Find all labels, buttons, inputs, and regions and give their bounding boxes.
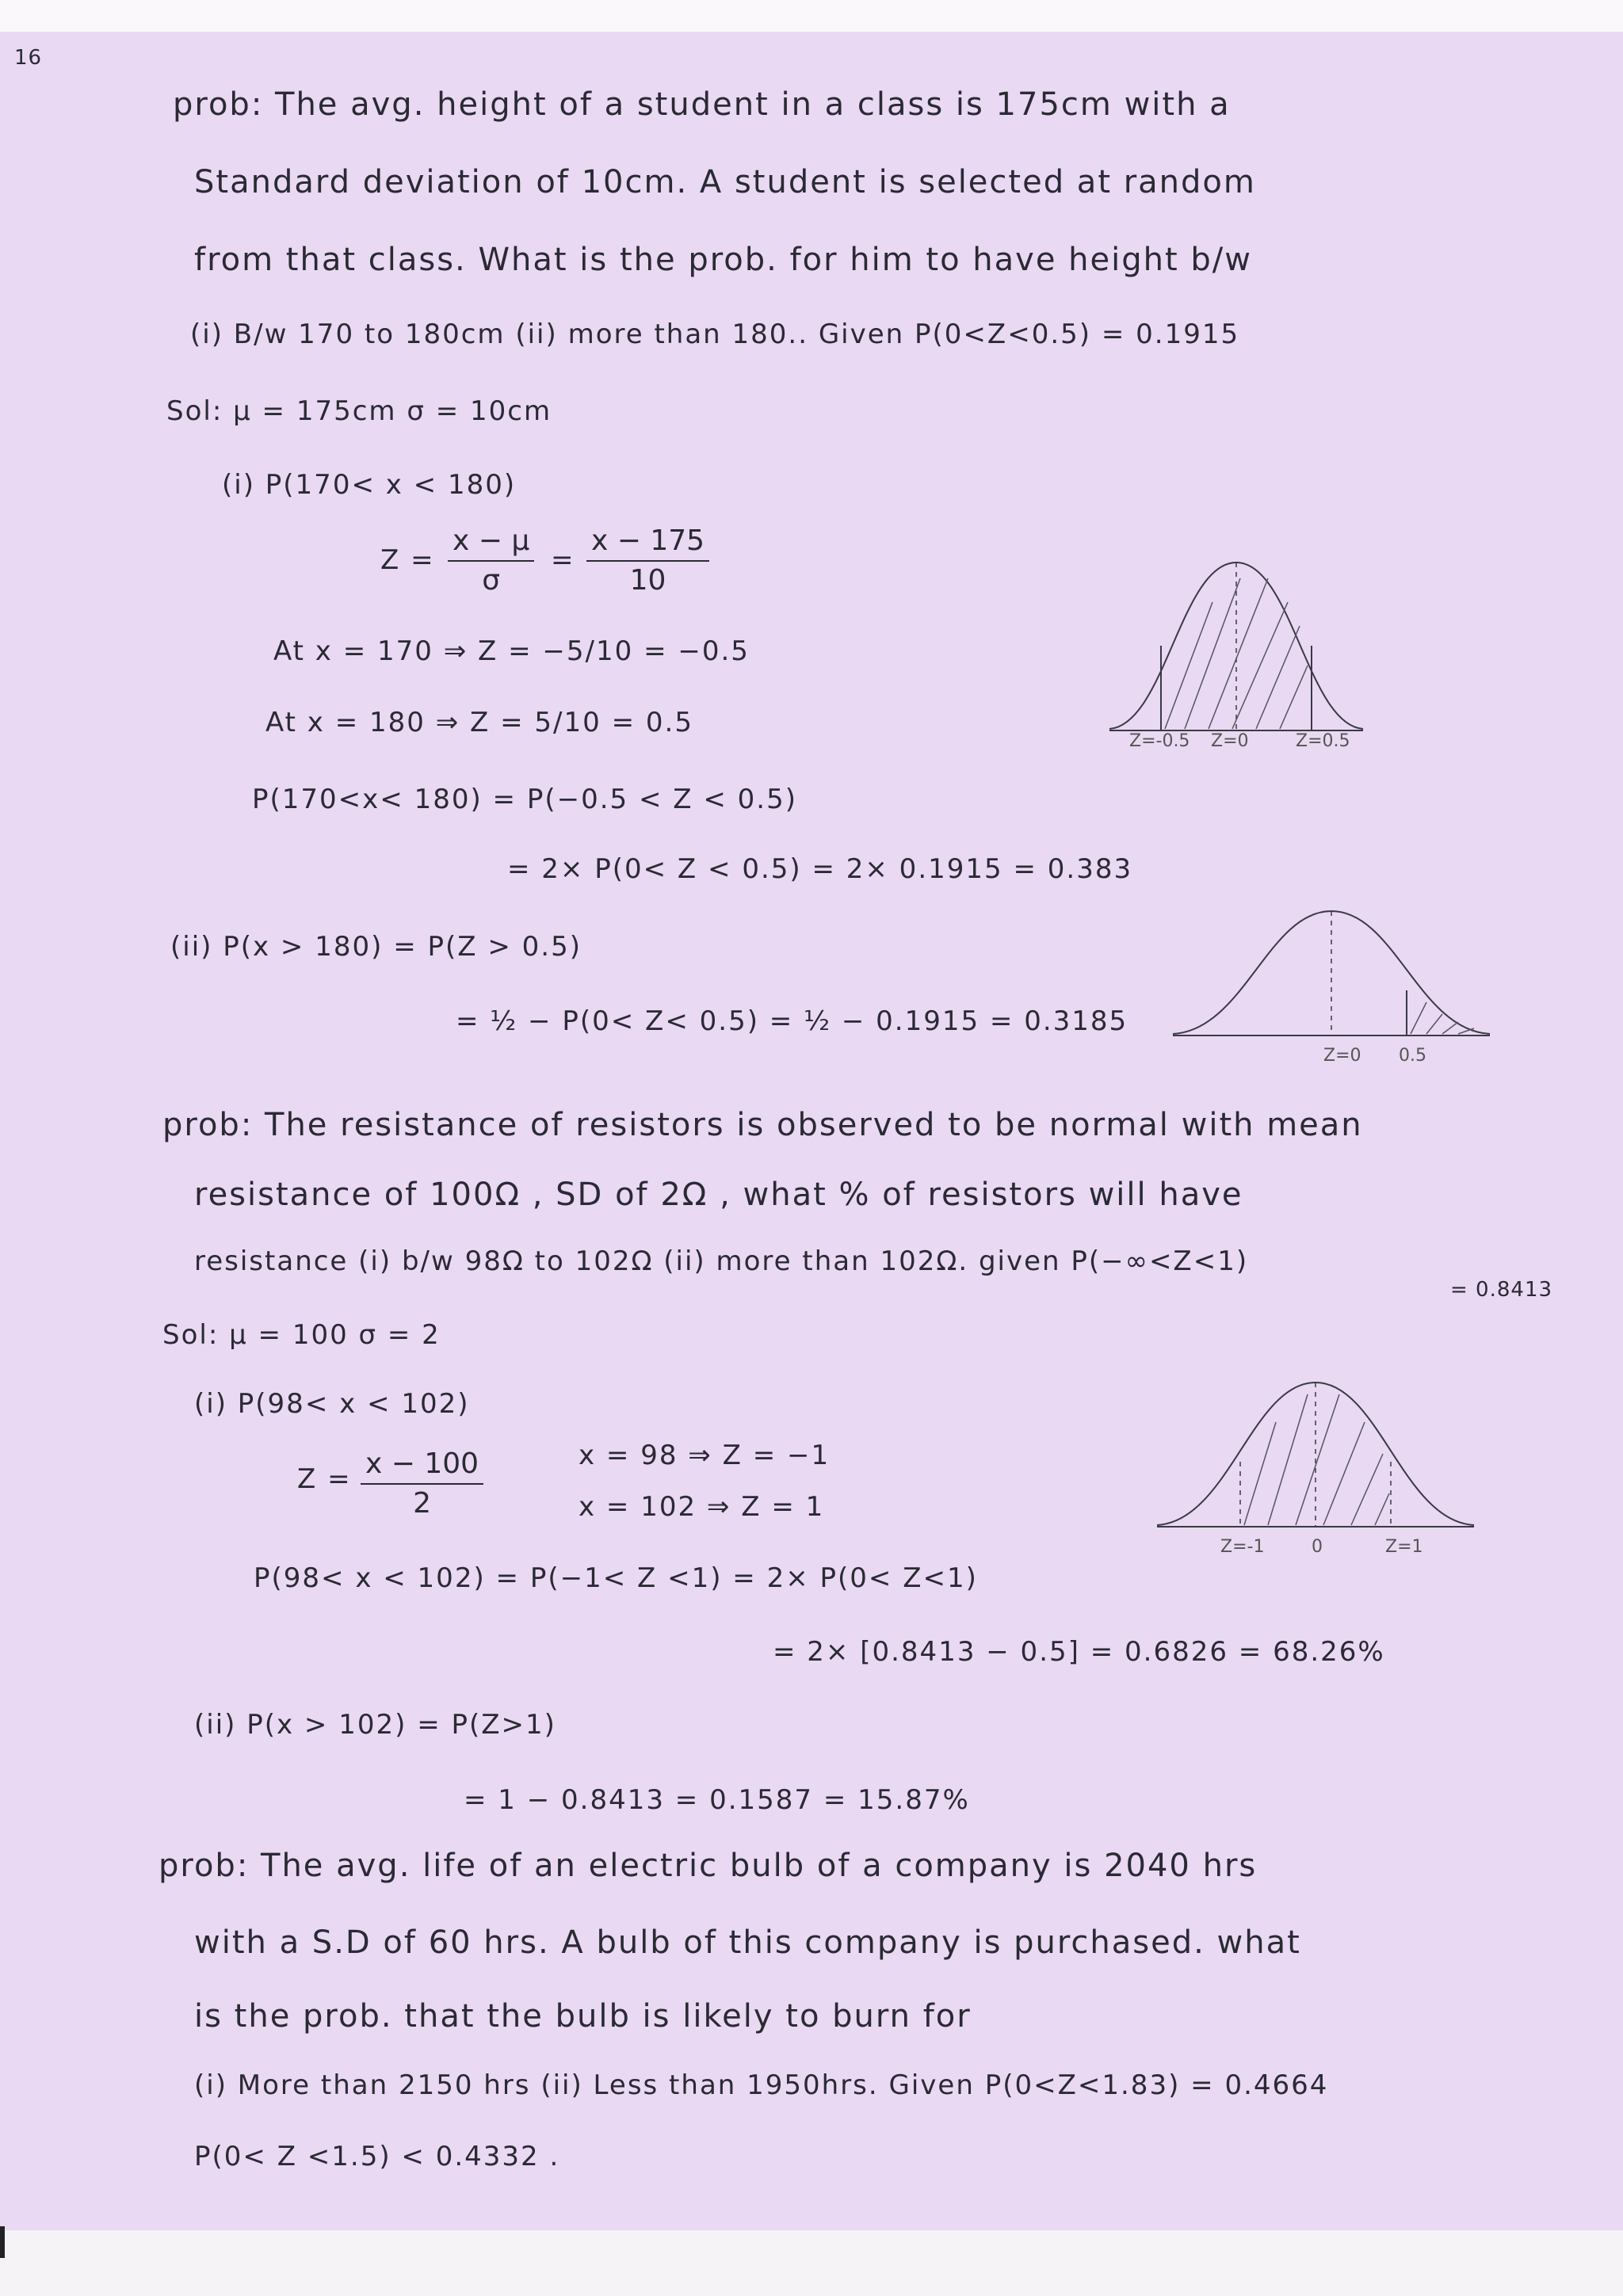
problem2-line2: resistance of 100Ω , SD of 2Ω , what % of resistors will have — [194, 1177, 1243, 1213]
solution2-x98: x = 98 ⇒ Z = −1 — [579, 1440, 831, 1471]
curve2-label-right: 0.5 — [1399, 1046, 1426, 1066]
problem3-line5: P(0< Z <1.5) < 0.4332 . — [194, 2141, 560, 2172]
solution2-part-ii: (ii) P(x > 102) = P(Z>1) — [194, 1709, 556, 1741]
curve3-label-left: Z=-1 — [1220, 1537, 1265, 1557]
z-fraction1-numerator: x − μ — [448, 527, 534, 562]
z-formula-fraction1 — [448, 524, 534, 597]
problem3-line2: with a S.D of 60 hrs. A bulb of this company is purchased. what — [194, 1924, 1301, 1961]
z-formula-label: Z = — [380, 544, 435, 576]
curve1-label-left: Z=-0.5 — [1129, 731, 1190, 751]
z-fraction2-denominator: 10 — [629, 564, 666, 597]
problem3-line3: is the prob. that the bulb is likely to burn for — [194, 1998, 972, 2035]
solution1-part-ii: (ii) P(x > 180) = P(Z > 0.5) — [170, 931, 582, 963]
normal-curve-2 — [1173, 903, 1490, 1042]
page-number: 16 — [14, 46, 43, 70]
z-formula-equals: = — [551, 544, 575, 576]
problem1-line1: prob: The avg. height of a student in a class is 175cm with a — [173, 86, 1231, 123]
z-fraction2-numerator: x − 175 — [586, 527, 709, 562]
solution1-probability-line1: P(170<x< 180) = P(−0.5 < Z < 0.5) — [252, 784, 797, 815]
solution2-probability-line2: = 2× [0.8413 − 0.5] = 0.6826 = 68.26% — [773, 1636, 1385, 1668]
problem3-line4: (i) More than 2150 hrs (ii) Less than 1950hrs. Given P(0<Z<1.83) = 0.4664 — [194, 2069, 1329, 2101]
problem3-line1: prob: The avg. life of an electric bulb of a company is 2040 hrs — [158, 1848, 1258, 1884]
curve1-label-right: Z=0.5 — [1296, 731, 1350, 751]
problem1-line4: (i) B/w 170 to 180cm (ii) more than 180.. Given P(0<Z<0.5) = 0.1915 — [190, 318, 1240, 350]
curve3-label-right: Z=1 — [1385, 1537, 1423, 1557]
normal-curve-3 — [1157, 1375, 1474, 1533]
solution2-x102: x = 102 ⇒ Z = 1 — [579, 1491, 825, 1523]
curve3-label-center: 0 — [1312, 1537, 1323, 1557]
curve2-label-center: Z=0 — [1323, 1046, 1361, 1066]
solution1-header: Sol: μ = 175cm σ = 10cm — [166, 395, 552, 427]
z-formula-fraction2 — [586, 524, 709, 597]
solution2-z-denominator: 2 — [413, 1487, 431, 1520]
problem1-line2: Standard deviation of 10cm. A student is selected at random — [194, 164, 1256, 200]
problem1-line3: from that class. What is the prob. for him to have height b/w — [194, 242, 1252, 278]
solution1-at180: At x = 180 ⇒ Z = 5/10 = 0.5 — [265, 707, 693, 738]
z-fraction1-denominator: σ — [482, 564, 501, 597]
normal-curve-1 — [1109, 555, 1363, 753]
solution1-part-ii-result: = ½ − P(0< Z< 0.5) = ½ − 0.1915 = 0.3185 — [456, 1005, 1128, 1037]
solution2-header: Sol: μ = 100 σ = 2 — [162, 1319, 441, 1351]
solution2-part-ii-result: = 1 − 0.8413 = 0.1587 = 15.87% — [464, 1784, 970, 1816]
solution1-part-i: (i) P(170< x < 180) — [222, 469, 517, 501]
problem2-line3: resistance (i) b/w 98Ω to 102Ω (ii) more than 102Ω. given P(−∞<Z<1) — [194, 1245, 1249, 1277]
solution1-at170: At x = 170 ⇒ Z = −5/10 = −0.5 — [273, 635, 750, 667]
curve1-label-center: Z=0 — [1211, 731, 1249, 751]
curve2-hatching — [1411, 1002, 1474, 1034]
solution2-z-numerator: x − 100 — [361, 1450, 483, 1485]
edge-mark — [0, 2226, 5, 2258]
problem2-given-value: = 0.8413 — [1450, 1278, 1553, 1302]
solution2-z-fraction — [361, 1447, 483, 1520]
solution2-probability-line1: P(98< x < 102) = P(−1< Z <1) = 2× P(0< Z<1) — [254, 1562, 978, 1594]
problem2-line1: prob: The resistance of resistors is observed to be normal with mean — [162, 1107, 1363, 1143]
solution2-part-i: (i) P(98< x < 102) — [194, 1388, 470, 1420]
solution1-probability-line2: = 2× P(0< Z < 0.5) = 2× 0.1915 = 0.383 — [507, 853, 1133, 885]
page-bottom-margin — [0, 2230, 1623, 2296]
solution2-z-label: Z = — [297, 1463, 352, 1495]
